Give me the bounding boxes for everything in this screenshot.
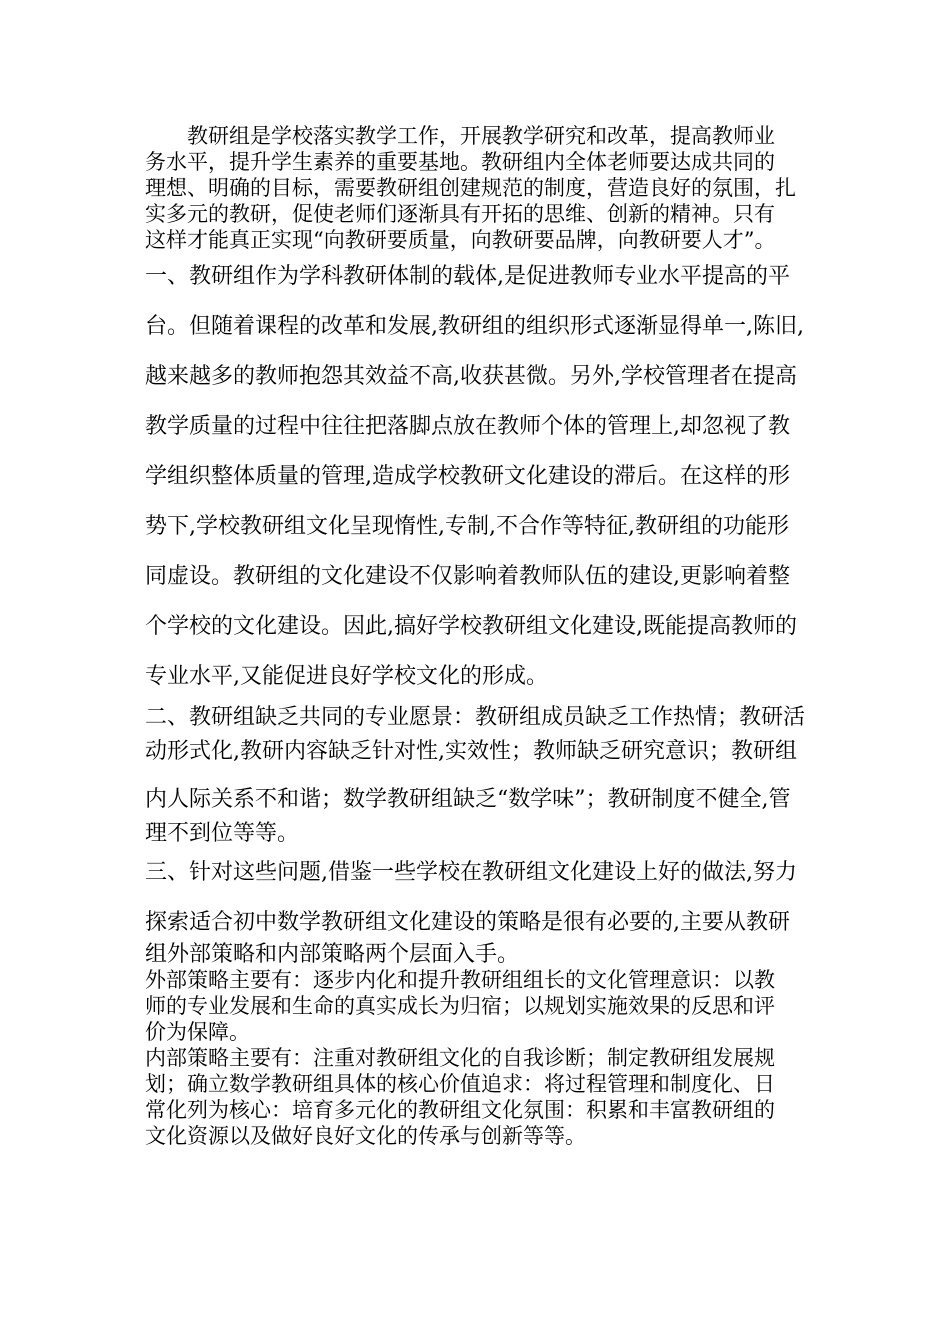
intro-line: 实多元的教研，促使老师们逐渐具有开拓的思维、创新的精神。只有 (145, 202, 775, 226)
section-one-line: 越来越多的教师抱怨其效益不高,收获甚微。另外,学校管理者在提高 (145, 364, 797, 389)
external-strategies-line: 外部策略主要有：逐步内化和提升教研组组长的文化管理意识：以教 (145, 968, 775, 992)
external-strategies-line: 价为保障。 (145, 1020, 250, 1044)
section-one-line: 专业水平,又能促进良好学校文化的形成。 (145, 664, 548, 689)
section-three-line: 组外部策略和内部策略两个层面入手。 (145, 942, 520, 967)
section-one-line: 学组织整体质量的管理,造成学校教研文化建设的滞后。在这样的形 (145, 464, 790, 489)
section-two-line: 内人际关系不和谐；数学教研组缺乏“数学味”；教研制度不健全,管 (145, 787, 791, 812)
internal-strategies-line: 划；确立数学教研组具体的核心价值追求：将过程管理和制度化、日 (145, 1072, 775, 1096)
external-strategies-line: 师的专业发展和生命的真实成长为归宿；以规划实施效果的反思和评 (145, 994, 775, 1018)
internal-strategies-line: 常化列为核心：培育多元化的教研组文化氛围：积累和丰富教研组的 (145, 1098, 775, 1122)
section-two-line: 动形式化,教研内容缺乏针对性,实效性；教师缺乏研究意识；教研组 (145, 739, 797, 764)
section-two-line: 理不到位等等。 (145, 821, 300, 846)
section-one-line: 同虚设。教研组的文化建设不仅影响着教师队伍的建设,更影响着整 (145, 564, 790, 589)
internal-strategies-line: 内部策略主要有：注重对教研组文化的自我诊断；制定教研组发展规 (145, 1046, 775, 1070)
intro-line: 务水平，提升学生素养的重要基地。教研组内全体老师要达成共同的 (145, 150, 775, 174)
section-three-line: 三、针对这些问题,借鉴一些学校在教研组文化建设上好的做法,努力 (145, 860, 797, 885)
internal-strategies-line: 文化资源以及做好良好文化的传承与创新等等。 (145, 1124, 586, 1148)
section-two-line: 二、教研组缺乏共同的专业愿景：教研组成员缺乏工作热情；教研活 (145, 705, 806, 730)
section-one-line: 一、教研组作为学科教研体制的载体,是促进教师专业水平提高的平 (145, 264, 790, 289)
section-one-line: 台。但随着课程的改革和发展,教研组的组织形式逐渐显得单一,陈旧, (145, 314, 804, 339)
section-one-line: 教学质量的过程中往往把落脚点放在教师个体的管理上,却忽视了教 (145, 414, 790, 439)
section-one-line: 个学校的文化建设。因此,搞好学校教研组文化建设,既能提高教师的 (145, 614, 797, 639)
intro-line: 教研组是学校落实教学工作，开展教学研究和改革，提高教师业 (187, 124, 775, 148)
intro-line: 这样才能真正实现“向教研要质量，向教研要品牌，向教研要人才”。 (145, 228, 776, 252)
section-one-line: 势下,学校教研组文化呈现惰性,专制,不合作等特征,教研组的功能形 (145, 514, 789, 539)
intro-line: 理想、明确的目标，需要教研组创建规范的制度，营造良好的氛围，扎 (145, 176, 796, 200)
section-three-line: 探索适合初中数学教研组文化建设的策略是很有必要的,主要从教研 (145, 910, 790, 935)
